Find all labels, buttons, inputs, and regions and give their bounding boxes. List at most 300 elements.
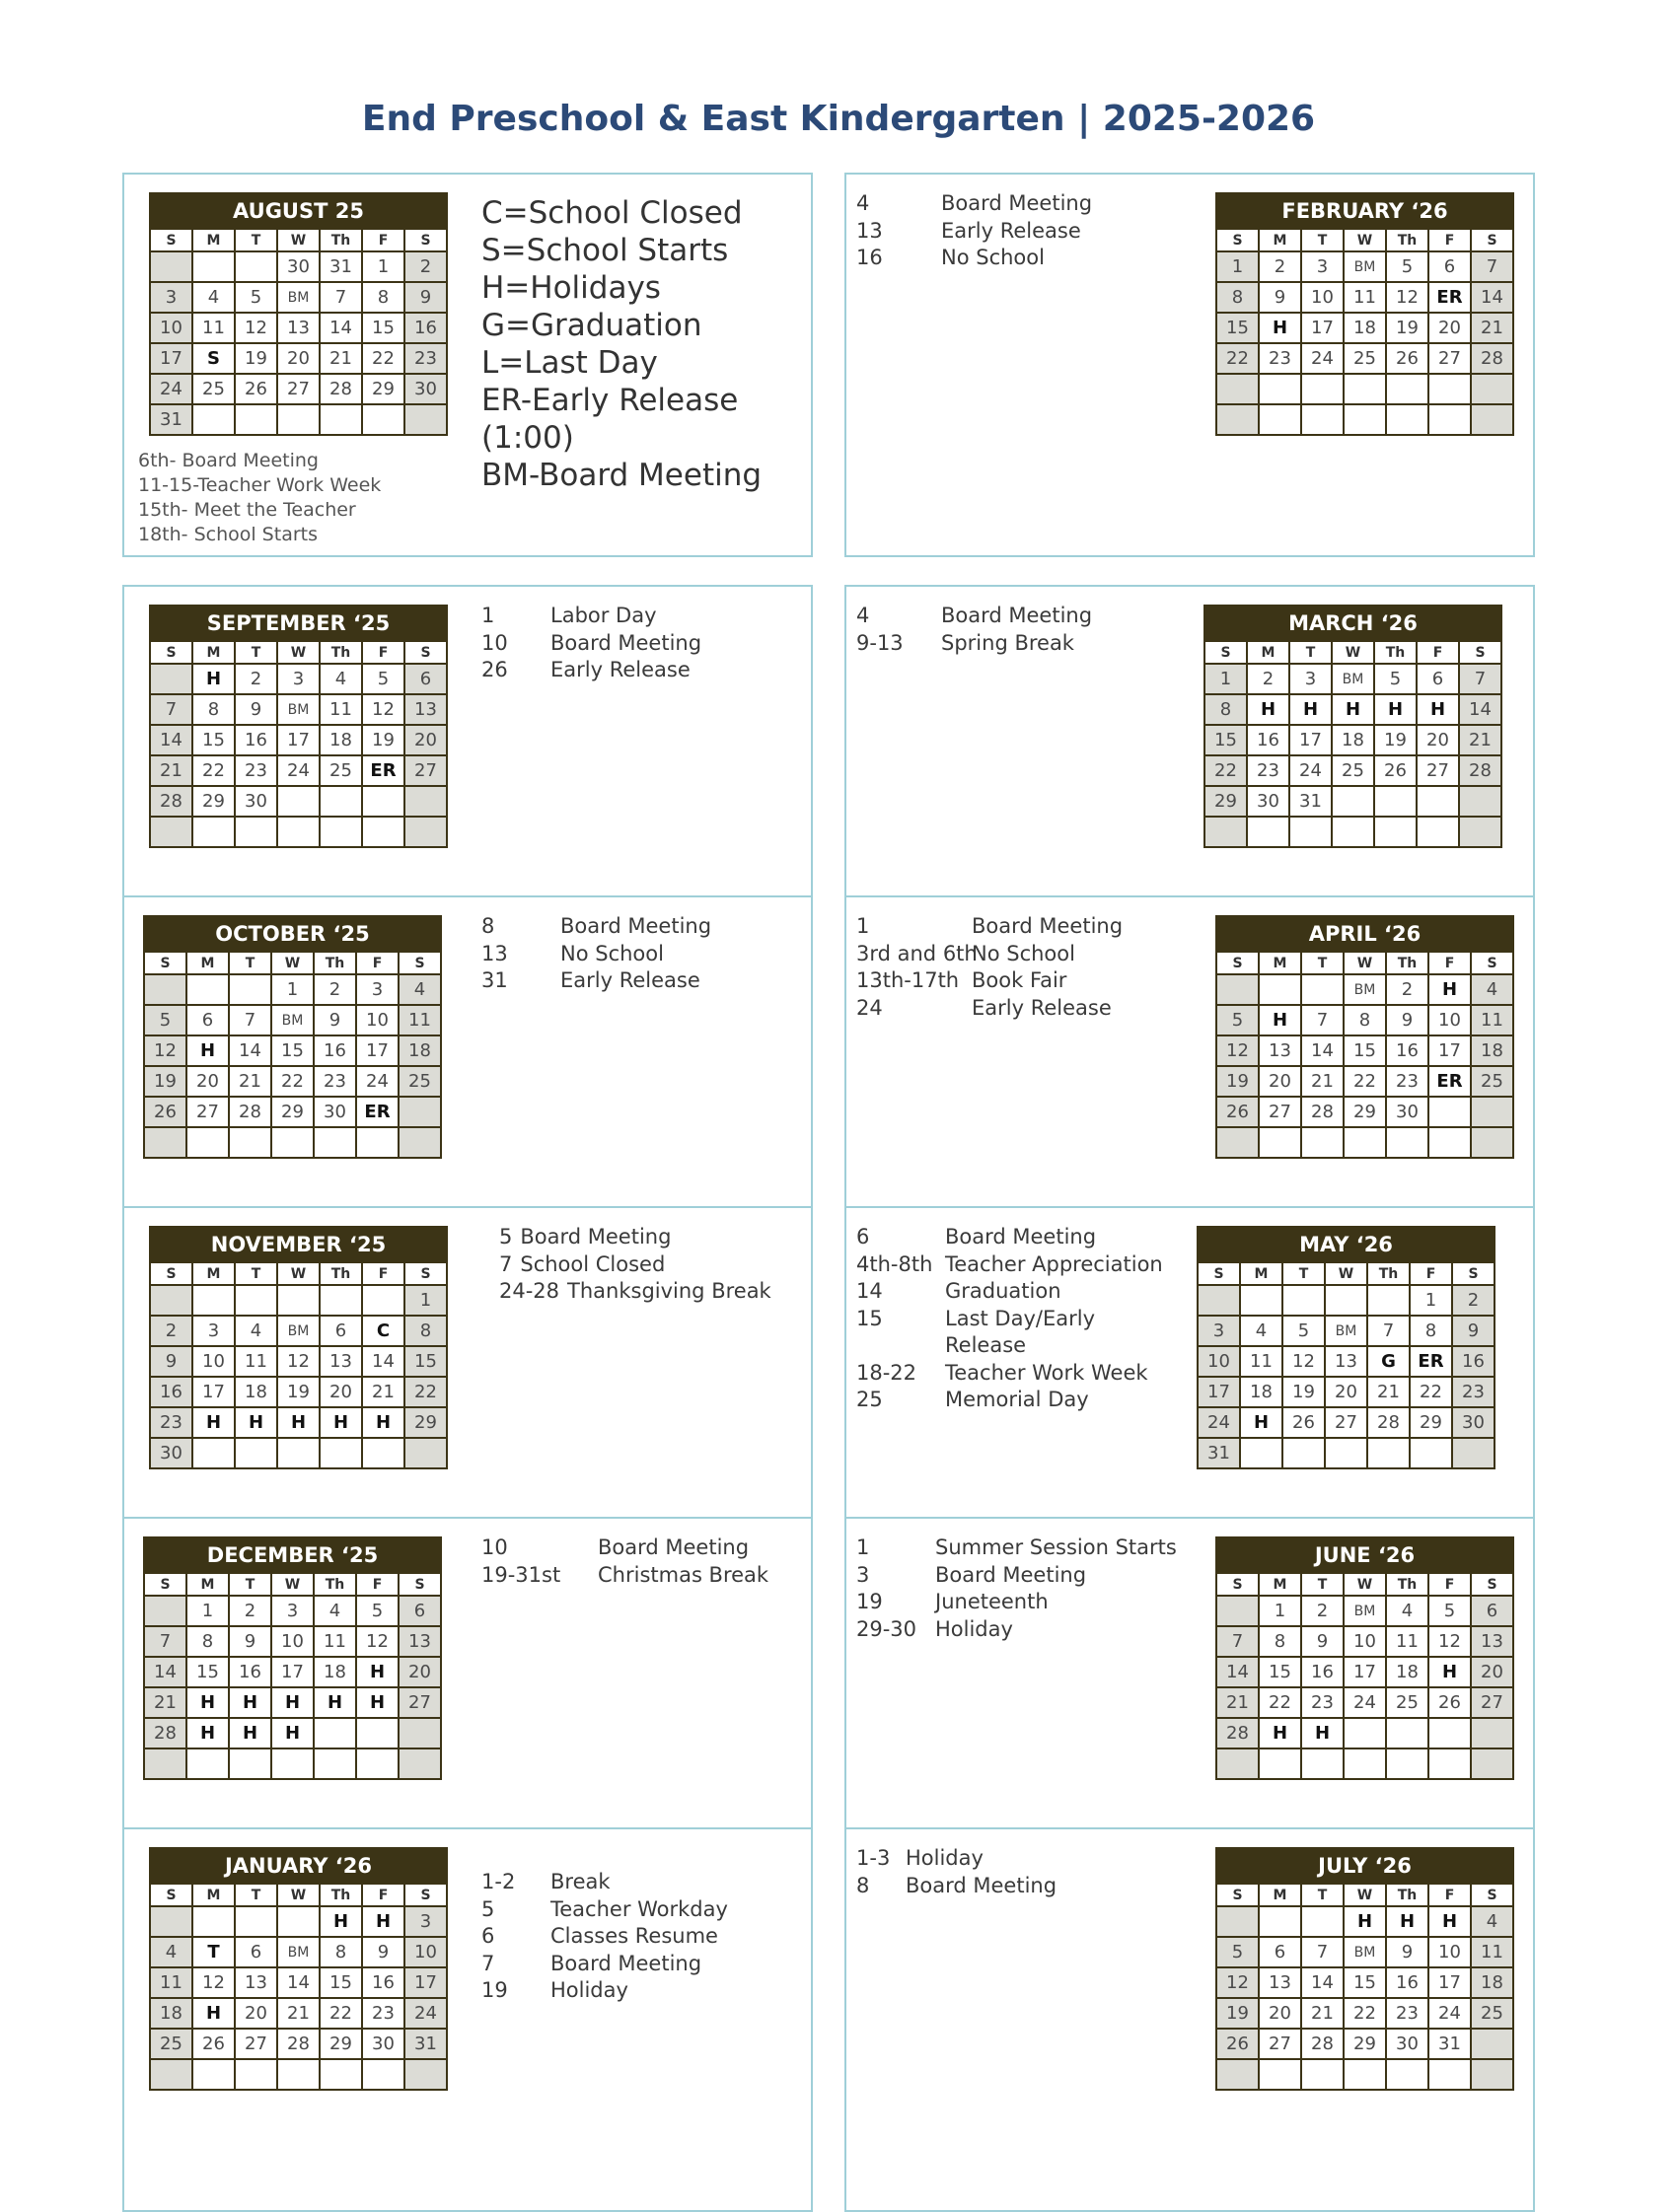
day-cell: 16	[1386, 1035, 1428, 1066]
week-row	[144, 1066, 441, 1097]
event-date: 19	[856, 1590, 883, 1613]
day-cell: H	[1240, 1407, 1282, 1438]
weekday-header: S	[404, 641, 447, 664]
day-cell: 17	[1428, 1967, 1471, 1998]
day-cell: 15	[362, 313, 404, 343]
weekday-header: S	[1452, 1262, 1495, 1285]
weekday-header: S	[1459, 641, 1501, 664]
day-cell: H	[186, 1035, 229, 1066]
week-row	[150, 1438, 447, 1468]
day-cell	[320, 817, 362, 847]
event-item	[481, 630, 701, 658]
event-date: 18-22	[856, 1360, 917, 1385]
day-cell: BM	[277, 1316, 320, 1346]
day-cell: 15	[1204, 725, 1247, 755]
weekday-header: M	[1240, 1262, 1282, 1285]
day-cell: 26	[192, 2029, 235, 2059]
day-cell	[1344, 404, 1386, 435]
day-cell: 20	[1259, 1066, 1301, 1097]
day-cell	[1216, 1127, 1259, 1158]
day-cell	[192, 1285, 235, 1316]
weekday-header: T	[235, 1262, 277, 1285]
event-item	[499, 1224, 771, 1251]
day-cell: 16	[1247, 725, 1289, 755]
day-cell: 3	[356, 974, 399, 1005]
day-cell: 13	[1325, 1346, 1367, 1377]
day-cell: 14	[1216, 1657, 1259, 1687]
day-cell: H	[277, 1407, 320, 1438]
day-cell: 30	[150, 1438, 192, 1468]
week-row	[1198, 1438, 1495, 1468]
day-cell: 9	[150, 1346, 192, 1377]
weekday-header: T	[1301, 952, 1344, 974]
day-cell	[399, 1127, 441, 1158]
weekday-header: T	[235, 1884, 277, 1906]
day-cell: 23	[150, 1407, 192, 1438]
day-cell: 15	[186, 1657, 229, 1687]
day-cell	[1428, 1097, 1471, 1127]
month-name: MARCH ‘26	[1204, 606, 1501, 641]
day-cell	[362, 817, 404, 847]
weekday-header: S	[1216, 1573, 1259, 1596]
week-row	[144, 1596, 441, 1626]
day-cell: 5	[1386, 251, 1428, 282]
week-row	[144, 1626, 441, 1657]
day-cell: 20	[404, 725, 447, 755]
day-cell	[320, 1438, 362, 1468]
day-cell: 14	[277, 1967, 320, 1998]
day-cell: 28	[1301, 1097, 1344, 1127]
day-cell: 15	[192, 725, 235, 755]
day-cell: 22	[1216, 343, 1259, 374]
weekday-header: S	[150, 1262, 192, 1285]
day-cell: 8	[362, 282, 404, 313]
day-cell: 18	[1240, 1377, 1282, 1407]
day-cell: 20	[235, 1998, 277, 2029]
weekday-header: W	[1344, 229, 1386, 251]
day-cell: 9	[314, 1005, 356, 1035]
day-cell: 31	[1198, 1438, 1240, 1468]
day-cell: 31	[320, 251, 362, 282]
event-date: 31	[481, 968, 508, 992]
legend-item: G=Graduation	[481, 308, 702, 343]
day-cell: 14	[229, 1035, 271, 1066]
day-cell	[150, 1285, 192, 1316]
day-cell	[399, 1748, 441, 1779]
day-cell: 19	[1374, 725, 1417, 755]
event-date: 8	[856, 1873, 870, 1897]
weekday-header: F	[356, 952, 399, 974]
week-row	[1216, 404, 1513, 435]
day-cell	[1247, 817, 1289, 847]
day-cell	[144, 974, 186, 1005]
day-cell	[320, 404, 362, 435]
month-name: JULY ‘26	[1216, 1848, 1513, 1884]
day-cell	[1282, 1285, 1325, 1316]
day-cell: BM	[277, 694, 320, 725]
event-text: Board Meeting	[945, 1225, 1097, 1249]
event-text: Labor Day	[550, 604, 657, 627]
day-cell: BM	[271, 1005, 314, 1035]
day-cell	[144, 1748, 186, 1779]
note-item: 11-15-Teacher Work Week	[138, 474, 382, 496]
day-cell: 1	[1259, 1596, 1301, 1626]
month-name: JANUARY ‘26	[150, 1848, 447, 1884]
day-cell: 27	[186, 1097, 229, 1127]
day-cell: T	[192, 1937, 235, 1967]
event-item	[856, 218, 1092, 246]
day-cell: 8	[404, 1316, 447, 1346]
day-cell: 8	[1204, 694, 1247, 725]
day-cell: 7	[144, 1626, 186, 1657]
event-date: 15	[856, 1306, 883, 1330]
day-cell: 18	[1471, 1035, 1513, 1066]
day-cell: 26	[1386, 343, 1428, 374]
month-calendar	[143, 915, 442, 1159]
day-cell: 3	[277, 664, 320, 694]
day-cell: 9	[1386, 1937, 1428, 1967]
day-cell: 23	[1452, 1377, 1495, 1407]
event-item	[481, 657, 701, 684]
day-cell: 26	[235, 374, 277, 404]
week-row	[150, 2029, 447, 2059]
event-text: Board Meeting	[598, 1535, 750, 1559]
month-name: OCTOBER ‘25	[144, 916, 441, 952]
day-cell: 28	[229, 1097, 271, 1127]
day-cell	[1428, 1748, 1471, 1779]
event-date: 24-28	[499, 1279, 560, 1303]
day-cell: 10	[150, 313, 192, 343]
week-row	[1204, 817, 1501, 847]
day-cell: H	[362, 1407, 404, 1438]
day-cell: 25	[192, 374, 235, 404]
day-cell: 16	[362, 1967, 404, 1998]
day-cell	[1301, 404, 1344, 435]
day-cell: 19	[277, 1377, 320, 1407]
event-item	[499, 1251, 771, 1279]
day-cell: H	[186, 1718, 229, 1748]
event-text: Last Day/Early	[945, 1306, 1095, 1330]
day-cell	[1216, 1906, 1259, 1937]
day-cell: 2	[150, 1316, 192, 1346]
day-cell: 23	[1386, 1998, 1428, 2029]
day-cell: 4	[1471, 1906, 1513, 1937]
week-row	[150, 694, 447, 725]
events-list	[856, 1224, 1163, 1414]
week-row	[1216, 251, 1513, 282]
day-cell: 7	[1459, 664, 1501, 694]
day-cell: 17	[404, 1967, 447, 1998]
week-row	[150, 817, 447, 847]
weekday-header: S	[1216, 1884, 1259, 1906]
event-item	[856, 1278, 1163, 1306]
day-cell: 18	[1344, 313, 1386, 343]
day-cell: 27	[235, 2029, 277, 2059]
day-cell: 11	[235, 1346, 277, 1377]
day-cell: 3	[1289, 664, 1332, 694]
event-date: 6	[856, 1225, 870, 1249]
day-cell: 5	[1374, 664, 1417, 694]
weekday-header: W	[277, 641, 320, 664]
day-cell	[1216, 404, 1259, 435]
day-cell: H	[1247, 694, 1289, 725]
day-cell	[1471, 1097, 1513, 1127]
event-text: Holiday	[550, 1978, 628, 2002]
day-cell: 24	[1301, 343, 1344, 374]
day-cell: 9	[1386, 1005, 1428, 1035]
weekday-header: M	[192, 229, 235, 251]
event-item	[481, 1951, 728, 1978]
week-row	[1198, 1407, 1495, 1438]
day-cell: 17	[1344, 1657, 1386, 1687]
day-cell: 22	[1204, 755, 1247, 786]
event-date: 7	[481, 1951, 495, 1975]
weekday-header: T	[1301, 1884, 1344, 1906]
month-calendar	[149, 192, 448, 436]
month-calendar	[1215, 1536, 1514, 1780]
day-cell: 14	[1459, 694, 1501, 725]
day-cell: 1	[1204, 664, 1247, 694]
day-cell: 13	[1259, 1967, 1301, 1998]
week-row	[1216, 1005, 1513, 1035]
weekday-header: M	[1259, 952, 1301, 974]
day-cell: 11	[1471, 1005, 1513, 1035]
day-cell	[1344, 1127, 1386, 1158]
day-cell: 20	[1259, 1998, 1301, 2029]
day-cell	[229, 1127, 271, 1158]
day-cell: 6	[235, 1937, 277, 1967]
month-panel-feb	[844, 173, 1535, 557]
day-cell: 24	[1198, 1407, 1240, 1438]
day-cell: 27	[1417, 755, 1459, 786]
day-cell: 9	[1301, 1626, 1344, 1657]
day-cell: 12	[192, 1967, 235, 1998]
event-date: 13th-17th	[856, 968, 960, 992]
event-item	[856, 1332, 1163, 1360]
day-cell: 25	[1471, 1998, 1513, 2029]
day-cell	[192, 1438, 235, 1468]
day-cell	[1325, 1438, 1367, 1468]
day-cell	[1301, 2059, 1344, 2090]
day-cell: 14	[362, 1346, 404, 1377]
day-cell: H	[356, 1657, 399, 1687]
day-cell: 29	[404, 1407, 447, 1438]
day-cell: 14	[320, 313, 362, 343]
day-cell	[1259, 374, 1301, 404]
event-item	[856, 1224, 1163, 1251]
day-cell: 8	[320, 1937, 362, 1967]
day-cell	[1386, 404, 1428, 435]
day-cell: 28	[1459, 755, 1501, 786]
day-cell: 13	[320, 1346, 362, 1377]
weekday-header: Th	[320, 1884, 362, 1906]
day-cell: 4	[320, 664, 362, 694]
month-calendar	[1215, 915, 1514, 1159]
day-cell	[356, 1748, 399, 1779]
day-cell	[229, 1748, 271, 1779]
day-cell: 21	[320, 343, 362, 374]
event-text: Board Meeting	[520, 1225, 672, 1249]
event-item	[856, 1589, 1177, 1616]
day-cell: 20	[1471, 1657, 1513, 1687]
day-cell	[1344, 1748, 1386, 1779]
day-cell: H	[320, 1906, 362, 1937]
week-row	[144, 1005, 441, 1035]
weekday-header: S	[1198, 1262, 1240, 1285]
day-cell: 7	[229, 1005, 271, 1035]
day-cell: 19	[235, 343, 277, 374]
day-cell: 29	[1344, 2029, 1386, 2059]
event-date: 14	[856, 1279, 883, 1303]
day-cell: 16	[404, 313, 447, 343]
weekday-header: M	[1259, 229, 1301, 251]
weekday-header: F	[362, 1884, 404, 1906]
day-cell: 16	[235, 725, 277, 755]
day-cell: 17	[1301, 313, 1344, 343]
event-text: Break	[550, 1870, 611, 1893]
event-item	[856, 913, 1123, 941]
day-cell: 20	[320, 1377, 362, 1407]
day-cell: 12	[144, 1035, 186, 1066]
day-cell	[277, 2059, 320, 2090]
weekday-header: S	[150, 641, 192, 664]
day-cell	[1471, 404, 1513, 435]
week-row	[150, 251, 447, 282]
month-calendar	[1197, 1226, 1495, 1469]
day-cell: H	[1259, 313, 1301, 343]
day-cell: H	[1374, 694, 1417, 725]
day-cell: 27	[1428, 343, 1471, 374]
month-calendar	[149, 605, 448, 848]
event-item	[481, 967, 711, 995]
day-cell	[1452, 1438, 1495, 1468]
week-row	[1216, 1748, 1513, 1779]
weekday-header: F	[1428, 952, 1471, 974]
event-text: No School	[972, 941, 1075, 965]
week-row	[1216, 1937, 1513, 1967]
day-cell	[356, 1127, 399, 1158]
day-cell: 18	[320, 725, 362, 755]
day-cell: 9	[235, 694, 277, 725]
day-cell: 29	[320, 2029, 362, 2059]
day-cell	[404, 404, 447, 435]
weekday-header: W	[271, 1573, 314, 1596]
event-text: Christmas Break	[598, 1562, 769, 1587]
event-text: Thanksgiving Break	[567, 1279, 771, 1303]
day-cell	[362, 1438, 404, 1468]
day-cell: 18	[399, 1035, 441, 1066]
day-cell	[1240, 1285, 1282, 1316]
day-cell	[1471, 374, 1513, 404]
week-row	[150, 664, 447, 694]
month-name: FEBRUARY ‘26	[1216, 193, 1513, 229]
day-cell: 20	[1417, 725, 1459, 755]
day-cell: 14	[1471, 282, 1513, 313]
weekday-header: S	[399, 952, 441, 974]
weekday-header: W	[277, 1884, 320, 1906]
day-cell	[150, 664, 192, 694]
day-cell: 27	[277, 374, 320, 404]
day-cell	[404, 786, 447, 817]
day-cell: 30	[1247, 786, 1289, 817]
day-cell	[362, 2059, 404, 2090]
day-cell: 23	[1247, 755, 1289, 786]
day-cell	[404, 2059, 447, 2090]
day-cell: 21	[1459, 725, 1501, 755]
day-cell: 2	[1247, 664, 1289, 694]
weekday-header: T	[235, 641, 277, 664]
weekday-header: S	[144, 1573, 186, 1596]
legend-item: BM-Board Meeting	[481, 458, 763, 493]
event-text: Board Meeting	[941, 191, 1093, 215]
week-row	[150, 282, 447, 313]
day-cell: H	[1259, 1005, 1301, 1035]
day-cell: 15	[271, 1035, 314, 1066]
event-date: 4	[856, 191, 870, 215]
day-cell: 5	[1282, 1316, 1325, 1346]
day-cell	[1459, 786, 1501, 817]
day-cell: 1	[1410, 1285, 1452, 1316]
day-cell: 5	[144, 1005, 186, 1035]
day-cell: 22	[1259, 1687, 1301, 1718]
day-cell: 26	[1428, 1687, 1471, 1718]
day-cell	[277, 786, 320, 817]
day-cell: ER	[1410, 1346, 1452, 1377]
day-cell: 30	[277, 251, 320, 282]
day-cell: 7	[1301, 1005, 1344, 1035]
week-row	[150, 786, 447, 817]
day-cell	[1428, 1718, 1471, 1748]
day-cell	[1259, 1127, 1301, 1158]
weekday-header: W	[1332, 641, 1374, 664]
event-item	[481, 1923, 728, 1951]
day-cell: 13	[277, 313, 320, 343]
day-cell: 2	[404, 251, 447, 282]
day-cell: BM	[1325, 1316, 1367, 1346]
day-cell: 30	[1452, 1407, 1495, 1438]
event-date: 8	[481, 914, 495, 938]
day-cell: H	[192, 664, 235, 694]
day-cell: 25	[320, 755, 362, 786]
week-row	[144, 1127, 441, 1158]
event-item	[856, 967, 1123, 995]
event-text: Memorial Day	[945, 1388, 1089, 1411]
events-list	[481, 1869, 728, 2005]
day-cell	[1374, 817, 1417, 847]
weekday-header: W	[271, 952, 314, 974]
day-cell: 27	[1259, 1097, 1301, 1127]
day-cell: 7	[1367, 1316, 1410, 1346]
day-cell: H	[1332, 694, 1374, 725]
day-cell: 24	[1289, 755, 1332, 786]
day-cell: 14	[144, 1657, 186, 1687]
day-cell	[150, 2059, 192, 2090]
day-cell: 22	[271, 1066, 314, 1097]
day-cell: H	[192, 1998, 235, 2029]
weekday-header: Th	[320, 641, 362, 664]
month-name: DECEMBER ‘25	[144, 1537, 441, 1573]
day-cell: 11	[314, 1626, 356, 1657]
weekday-header: T	[1301, 1573, 1344, 1596]
day-cell: 10	[192, 1346, 235, 1377]
day-cell: C	[362, 1316, 404, 1346]
day-cell: H	[229, 1718, 271, 1748]
day-cell: 21	[1301, 1066, 1344, 1097]
weekday-header: W	[277, 229, 320, 251]
day-cell: 18	[235, 1377, 277, 1407]
day-cell: 12	[277, 1346, 320, 1377]
day-cell: 15	[404, 1346, 447, 1377]
